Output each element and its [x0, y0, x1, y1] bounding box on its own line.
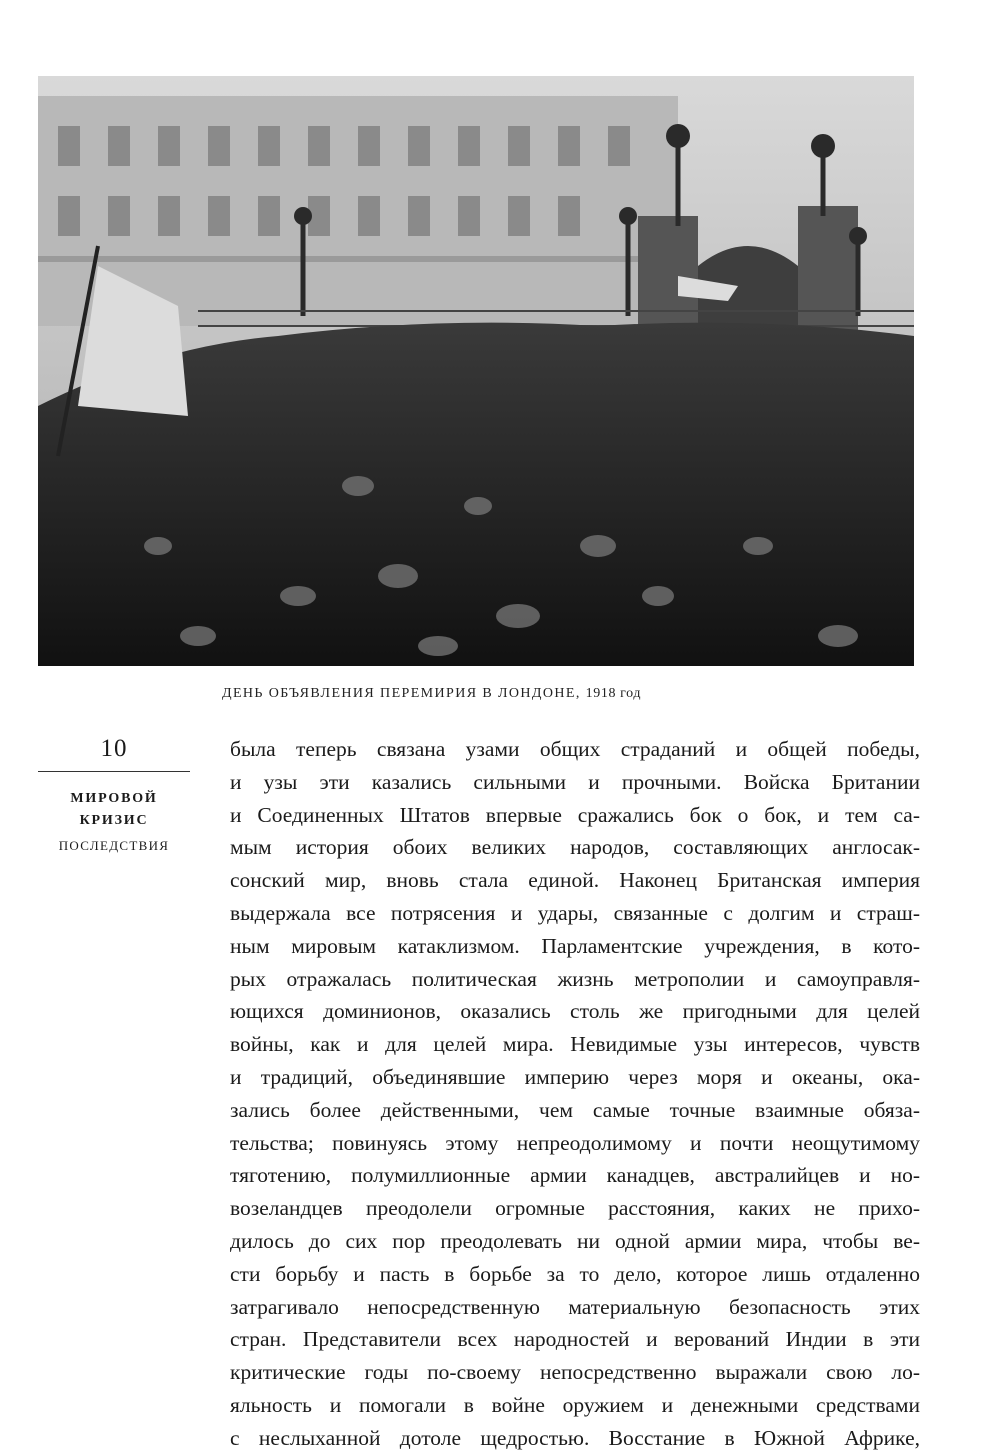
caption-text: ДЕНЬ ОБЪЯВЛЕНИЯ ПЕРЕМИРИЯ В ЛОНДОНЕ, — [222, 686, 581, 701]
section-subtitle: ПОСЛЕДСТВИЯ — [58, 838, 170, 853]
text-line: выдержала все потрясения и удары, связанные с долгим и страш- — [230, 900, 920, 925]
text-line: затрагивало непосредственную материальную безопасность этих — [230, 1294, 920, 1319]
page-number: 10 — [100, 735, 128, 762]
text-line: мым история обоих великих народов, составляющих англосак- — [230, 835, 920, 860]
text-line: тяготению, полумиллионные армии канадцев, австралийцев и но- — [230, 1163, 920, 1188]
text-line: и традиций, объединявшие империю через моря и океаны, ока- — [230, 1064, 920, 1089]
text-line: рых отражалась политическая жизнь метрополии и самоуправля- — [230, 966, 920, 991]
armistice-crowd-photo — [38, 76, 914, 666]
text-line: дилось до сих пор преодолевать ни одной армии мира, чтобы ве- — [230, 1228, 920, 1253]
chapter-sidebar — [38, 735, 190, 857]
section-title-line1: МИРОВОЙ — [70, 791, 158, 806]
body-paragraph — [230, 733, 920, 1455]
crowd-photo-icon — [38, 76, 914, 666]
text-line: была теперь связана узами общих страданий и общей победы, — [230, 737, 920, 761]
text-line: критические годы по-своему непосредственно выражали свою ло- — [230, 1360, 920, 1385]
text-line: возеландцев преодолели огромные расстояния, каких не прихо- — [230, 1196, 920, 1221]
sidebar-divider — [38, 771, 190, 772]
text-line: зались более действенными, чем самые точные взаимные обяза- — [230, 1097, 920, 1122]
text-line: сонский мир, вновь стала единой. Наконец Британская империя — [230, 868, 920, 893]
text-line: ным мировым катаклизмом. Парламентские учреждения, в кото- — [230, 933, 920, 958]
text-line: и узы эти казались сильными и прочными. Войска Британии — [230, 769, 920, 794]
text-line: войны, как и для целей мира. Невидимые узы интересов, чувств — [230, 1032, 920, 1057]
photo-caption — [222, 686, 641, 702]
text-line: с неслыханной дотоле щедростью. Восстание в Южной Африке, — [230, 1425, 920, 1450]
text-line: тельства; повинуясь этому непреодолимому и почти неощутимому — [230, 1130, 920, 1155]
section-title-line2: КРИЗИС — [79, 813, 149, 828]
text-line: ющихся доминионов, оказались столь же пригодными для целей — [230, 999, 920, 1024]
caption-year: 1918 год — [585, 686, 642, 701]
text-line: стран. Представители всех народностей и верований Индии в эти — [230, 1327, 920, 1352]
text-line: яльность и помогали в войне оружием и денежными средствами — [230, 1392, 920, 1417]
text-line: сти борьбу и пасть в борьбе за то дело, которое лишь отдаленно — [230, 1261, 920, 1286]
text-line: и Соединенных Штатов впервые сражались бок о бок, и тем са- — [230, 802, 920, 827]
